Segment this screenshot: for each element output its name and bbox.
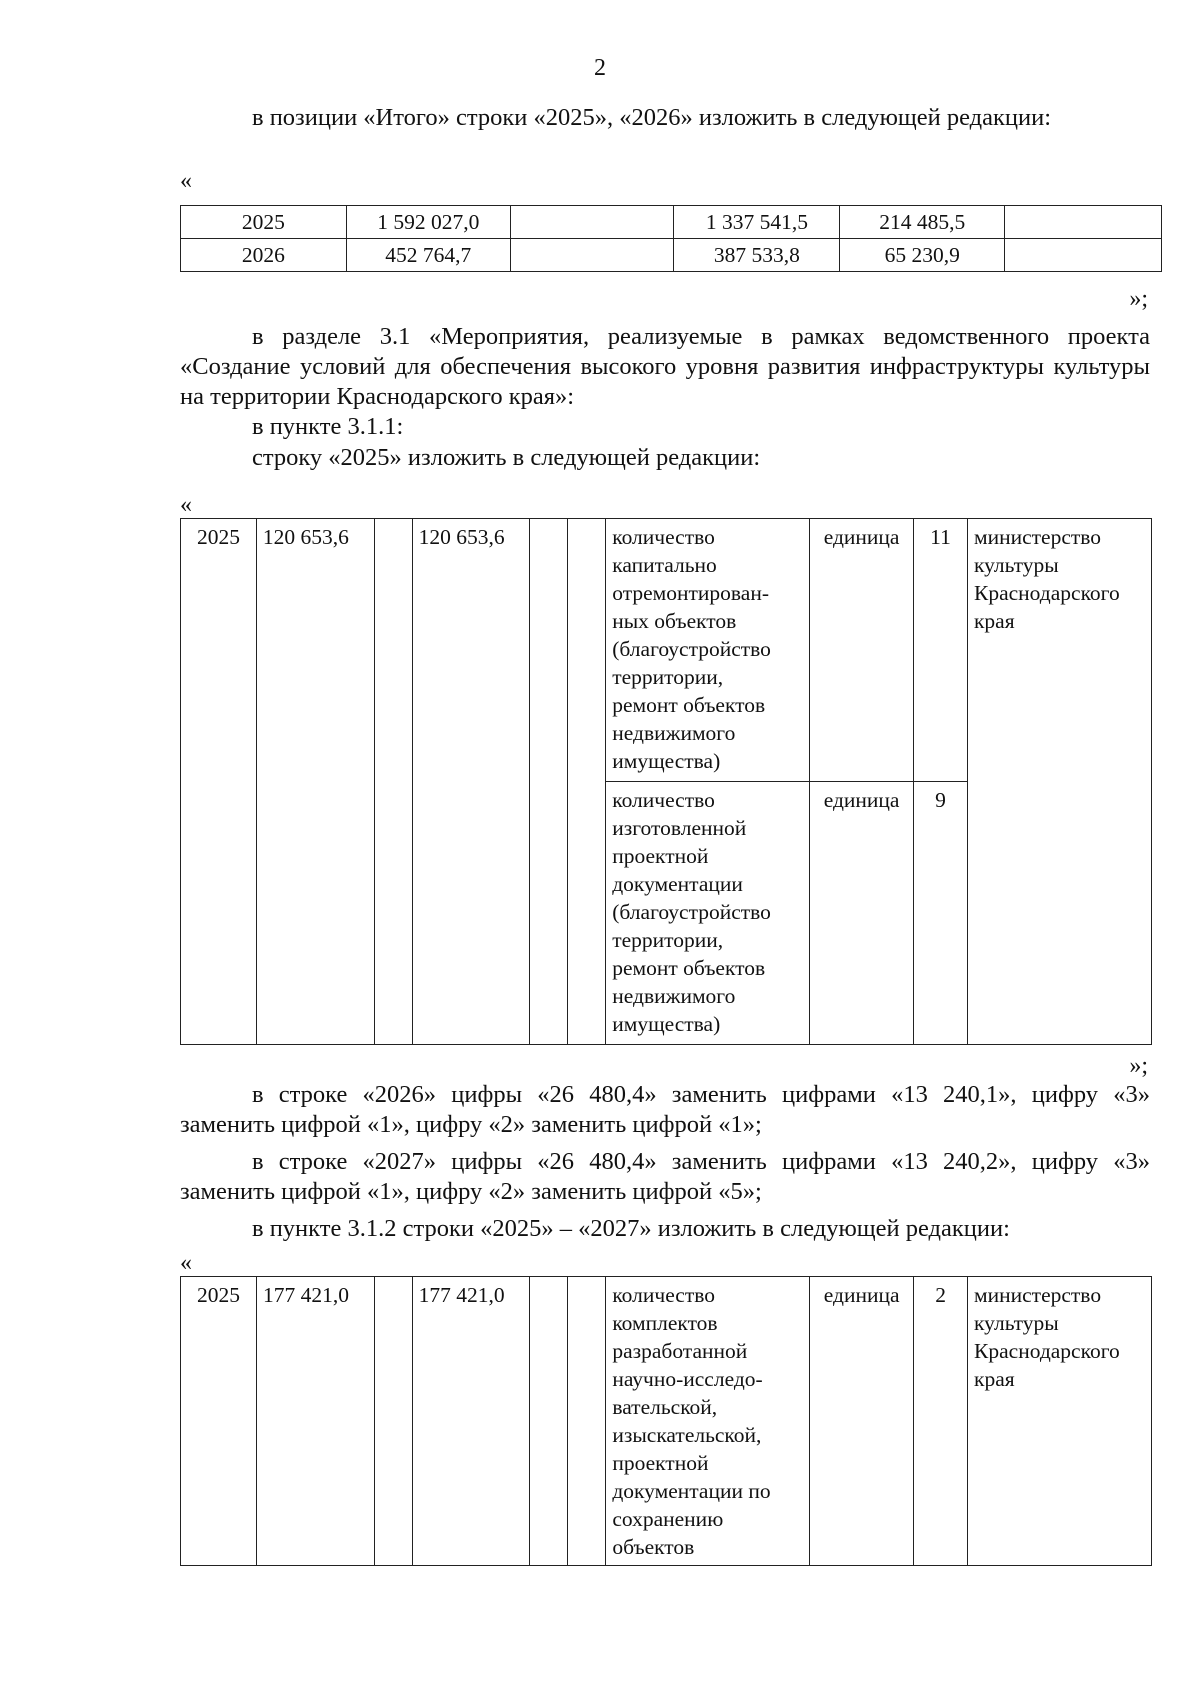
table-cell — [374, 1277, 412, 1566]
page-number: 2 — [594, 55, 606, 81]
quote-close-2: »; — [1129, 1053, 1148, 1079]
row-2026-paragraph: в строке «2026» цифры «26 480,4» заменить цифрами «13 240,1», цифру «3» заменить цифрой «1», цифру «2» заменить цифрой «1»; — [180, 1081, 1150, 1138]
table-row — [181, 206, 1162, 239]
total-cell: 120 653,6 — [256, 519, 374, 1045]
table-cell: 1 337 541,5 — [674, 206, 840, 239]
table-cell: 65 230,9 — [840, 239, 1005, 272]
table-cell — [1005, 239, 1162, 272]
quote-open-1: « — [180, 168, 192, 194]
value-cell: 2 — [914, 1277, 968, 1566]
table-cell: 2025 — [181, 206, 347, 239]
table-cell — [568, 1277, 606, 1566]
responsible-cell: министерство культуры Краснодарского края — [968, 1277, 1152, 1566]
table-row — [181, 519, 1152, 782]
table-cell: 452 764,7 — [346, 239, 510, 272]
table-row — [181, 1277, 1152, 1566]
indicator-cell: количество изготовленной проектной документации (благоустройство территории, ремонт объектов недвижимого имущества) — [606, 782, 810, 1045]
totals-table — [180, 205, 1162, 272]
row-2025-line: строку «2025» изложить в следующей редакции: — [252, 444, 761, 471]
quote-open-2: « — [180, 492, 192, 518]
measures-table-312 — [180, 1276, 1152, 1566]
indicator-cell: количество капитально отремонтирован- ных объектов (благоустройство территории, ремонт объектов недвижимого имущества) — [606, 519, 810, 782]
table-cell — [530, 1277, 568, 1566]
table-cell — [1005, 206, 1162, 239]
table-cell — [568, 519, 606, 1045]
section-paragraph: в разделе 3.1 «Мероприятия, реализуемые в рамках ведомственного проекта «Создание условий для обеспечения высокого уровня развития инфраструктуры культуры на территории Краснодарского края»: — [180, 323, 1150, 410]
measures-table-311 — [180, 518, 1152, 1045]
responsible-cell: министерство культуры Краснодарского края — [967, 519, 1151, 1045]
quote-close-1: »; — [1129, 286, 1148, 312]
intro-paragraph: в позиции «Итого» строки «2025», «2026» изложить в следующей редакции: — [252, 104, 1052, 131]
regional-budget-cell: 120 653,6 — [412, 519, 530, 1045]
unit-cell: единица — [810, 782, 914, 1045]
total-cell: 177 421,0 — [256, 1277, 374, 1566]
table-cell — [530, 519, 568, 1045]
table-cell: 1 592 027,0 — [346, 206, 510, 239]
regional-budget-cell: 177 421,0 — [412, 1277, 530, 1566]
table-cell: 2026 — [181, 239, 347, 272]
table-cell: 387 533,8 — [674, 239, 840, 272]
unit-cell: единица — [810, 1277, 914, 1566]
value-cell: 11 — [914, 519, 968, 782]
table-cell: 214 485,5 — [840, 206, 1005, 239]
indicator-cell: количество комплектов разработанной научно-исследо- вательской, изыскательской, проектной документации по сохранению объектов — [606, 1277, 810, 1566]
table-row — [181, 239, 1162, 272]
table-cell — [510, 239, 674, 272]
year-cell: 2025 — [181, 519, 257, 1045]
unit-cell: единица — [810, 519, 914, 782]
point-312-line: в пункте 3.1.2 строки «2025» – «2027» изложить в следующей редакции: — [252, 1215, 1010, 1242]
point-311-line: в пункте 3.1.1: — [252, 413, 404, 440]
value-cell: 9 — [914, 782, 968, 1045]
table-cell — [374, 519, 412, 1045]
row-2027-paragraph: в строке «2027» цифры «26 480,4» заменить цифрами «13 240,2», цифру «3» заменить цифрой «1», цифру «2» заменить цифрой «5»; — [180, 1148, 1150, 1205]
table-cell — [510, 206, 674, 239]
quote-open-3: « — [180, 1250, 192, 1276]
year-cell: 2025 — [181, 1277, 257, 1566]
